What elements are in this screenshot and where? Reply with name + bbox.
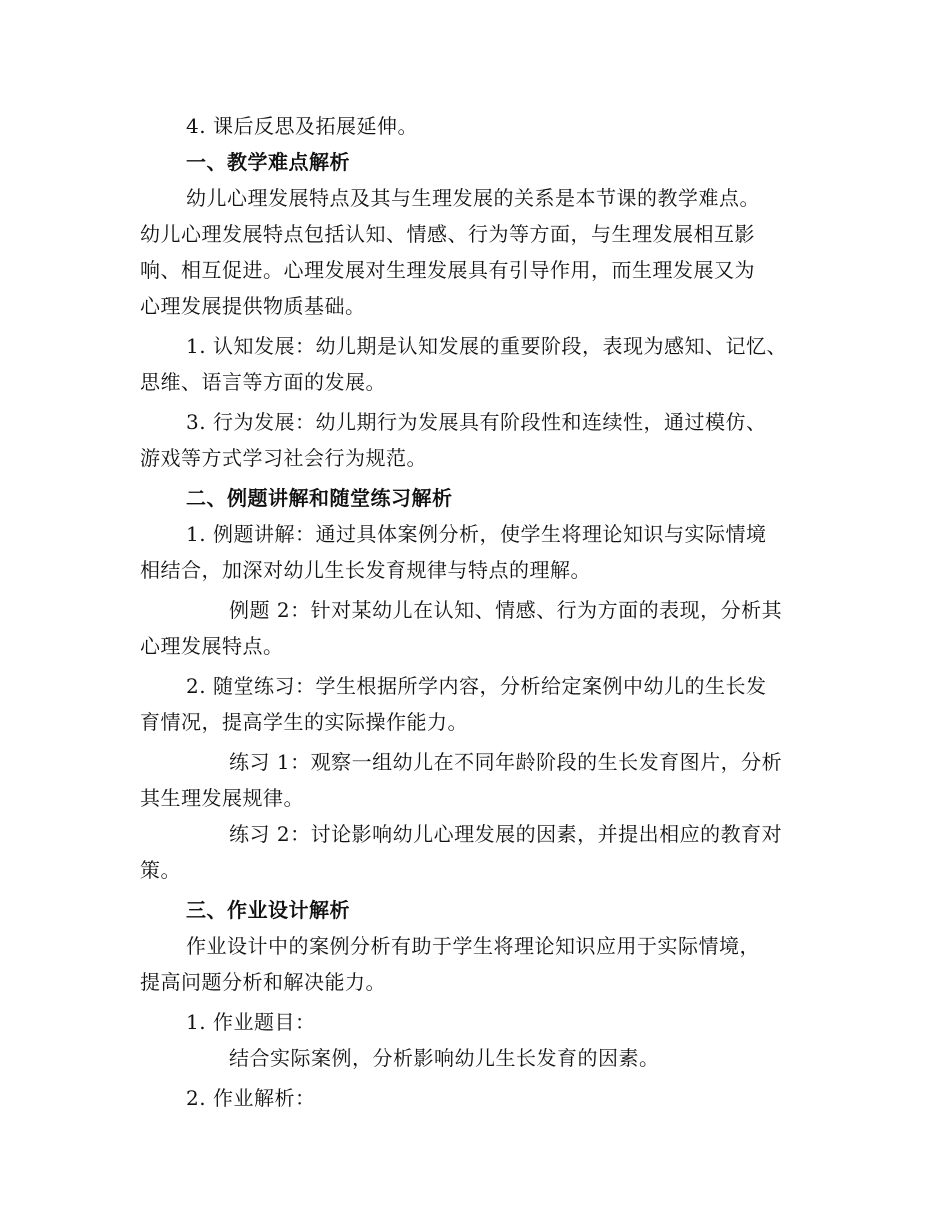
paragraph-line: 结合实际案例，分析影响幼儿生长发育的因素。 [229, 1046, 660, 1070]
paragraph-line: 育情况，提高学生的实际操作能力。 [140, 710, 468, 734]
paragraph-line: 思维、语言等方面的发展。 [140, 370, 386, 394]
paragraph-line: 心理发展提供物质基础。 [140, 294, 366, 318]
paragraph-line: 2. 随堂练习：学生根据所学内容，分析给定案例中幼儿的生长发 [186, 674, 767, 698]
paragraph-line: 其生理发展规律。 [140, 786, 304, 810]
paragraph-line: 练习 1：观察一组幼儿在不同年龄阶段的生长发育图片，分析 [229, 750, 783, 774]
paragraph-line: 游戏等方式学习社会行为规范。 [140, 446, 427, 470]
paragraph-line: 响、相互促进。心理发展对生理发展具有引导作用，而生理发展又为 [140, 258, 755, 282]
paragraph-line: 幼儿心理发展特点包括认知、情感、行为等方面，与生理发展相互影 [140, 222, 755, 246]
paragraph-line: 1. 例题讲解：通过具体案例分析，使学生将理论知识与实际情境 [186, 522, 767, 546]
paragraph-line: 练习 2：讨论影响幼儿心理发展的因素，并提出相应的教育对 [229, 822, 783, 846]
section-heading: 二、例题讲解和随堂练习解析 [186, 486, 453, 510]
paragraph-line: 相结合，加深对幼儿生长发育规律与特点的理解。 [140, 558, 591, 582]
paragraph-line: 策。 [140, 858, 181, 882]
paragraph-line: 1. 作业题目： [186, 1010, 316, 1034]
paragraph-line: 3. 行为发展：幼儿期行为发展具有阶段性和连续性，通过模仿、 [186, 410, 767, 434]
paragraph-line: 例题 2：针对某幼儿在认知、情感、行为方面的表现，分析其 [229, 598, 783, 622]
paragraph-line: 4. 课后反思及拓展延伸。 [186, 114, 418, 138]
paragraph-line: 2. 作业解析： [186, 1086, 316, 1110]
paragraph-line: 提高问题分析和解决能力。 [140, 970, 386, 994]
paragraph-line: 幼儿心理发展特点及其与生理发展的关系是本节课的教学难点。 [186, 186, 760, 210]
paragraph-line: 作业设计中的案例分析有助于学生将理论知识应用于实际情境， [186, 934, 760, 958]
paragraph-line: 心理发展特点。 [140, 634, 284, 658]
section-heading: 三、作业设计解析 [186, 898, 350, 922]
paragraph-line: 1. 认知发展：幼儿期是认知发展的重要阶段，表现为感知、记忆、 [186, 334, 787, 358]
section-heading: 一、教学难点解析 [186, 150, 350, 174]
